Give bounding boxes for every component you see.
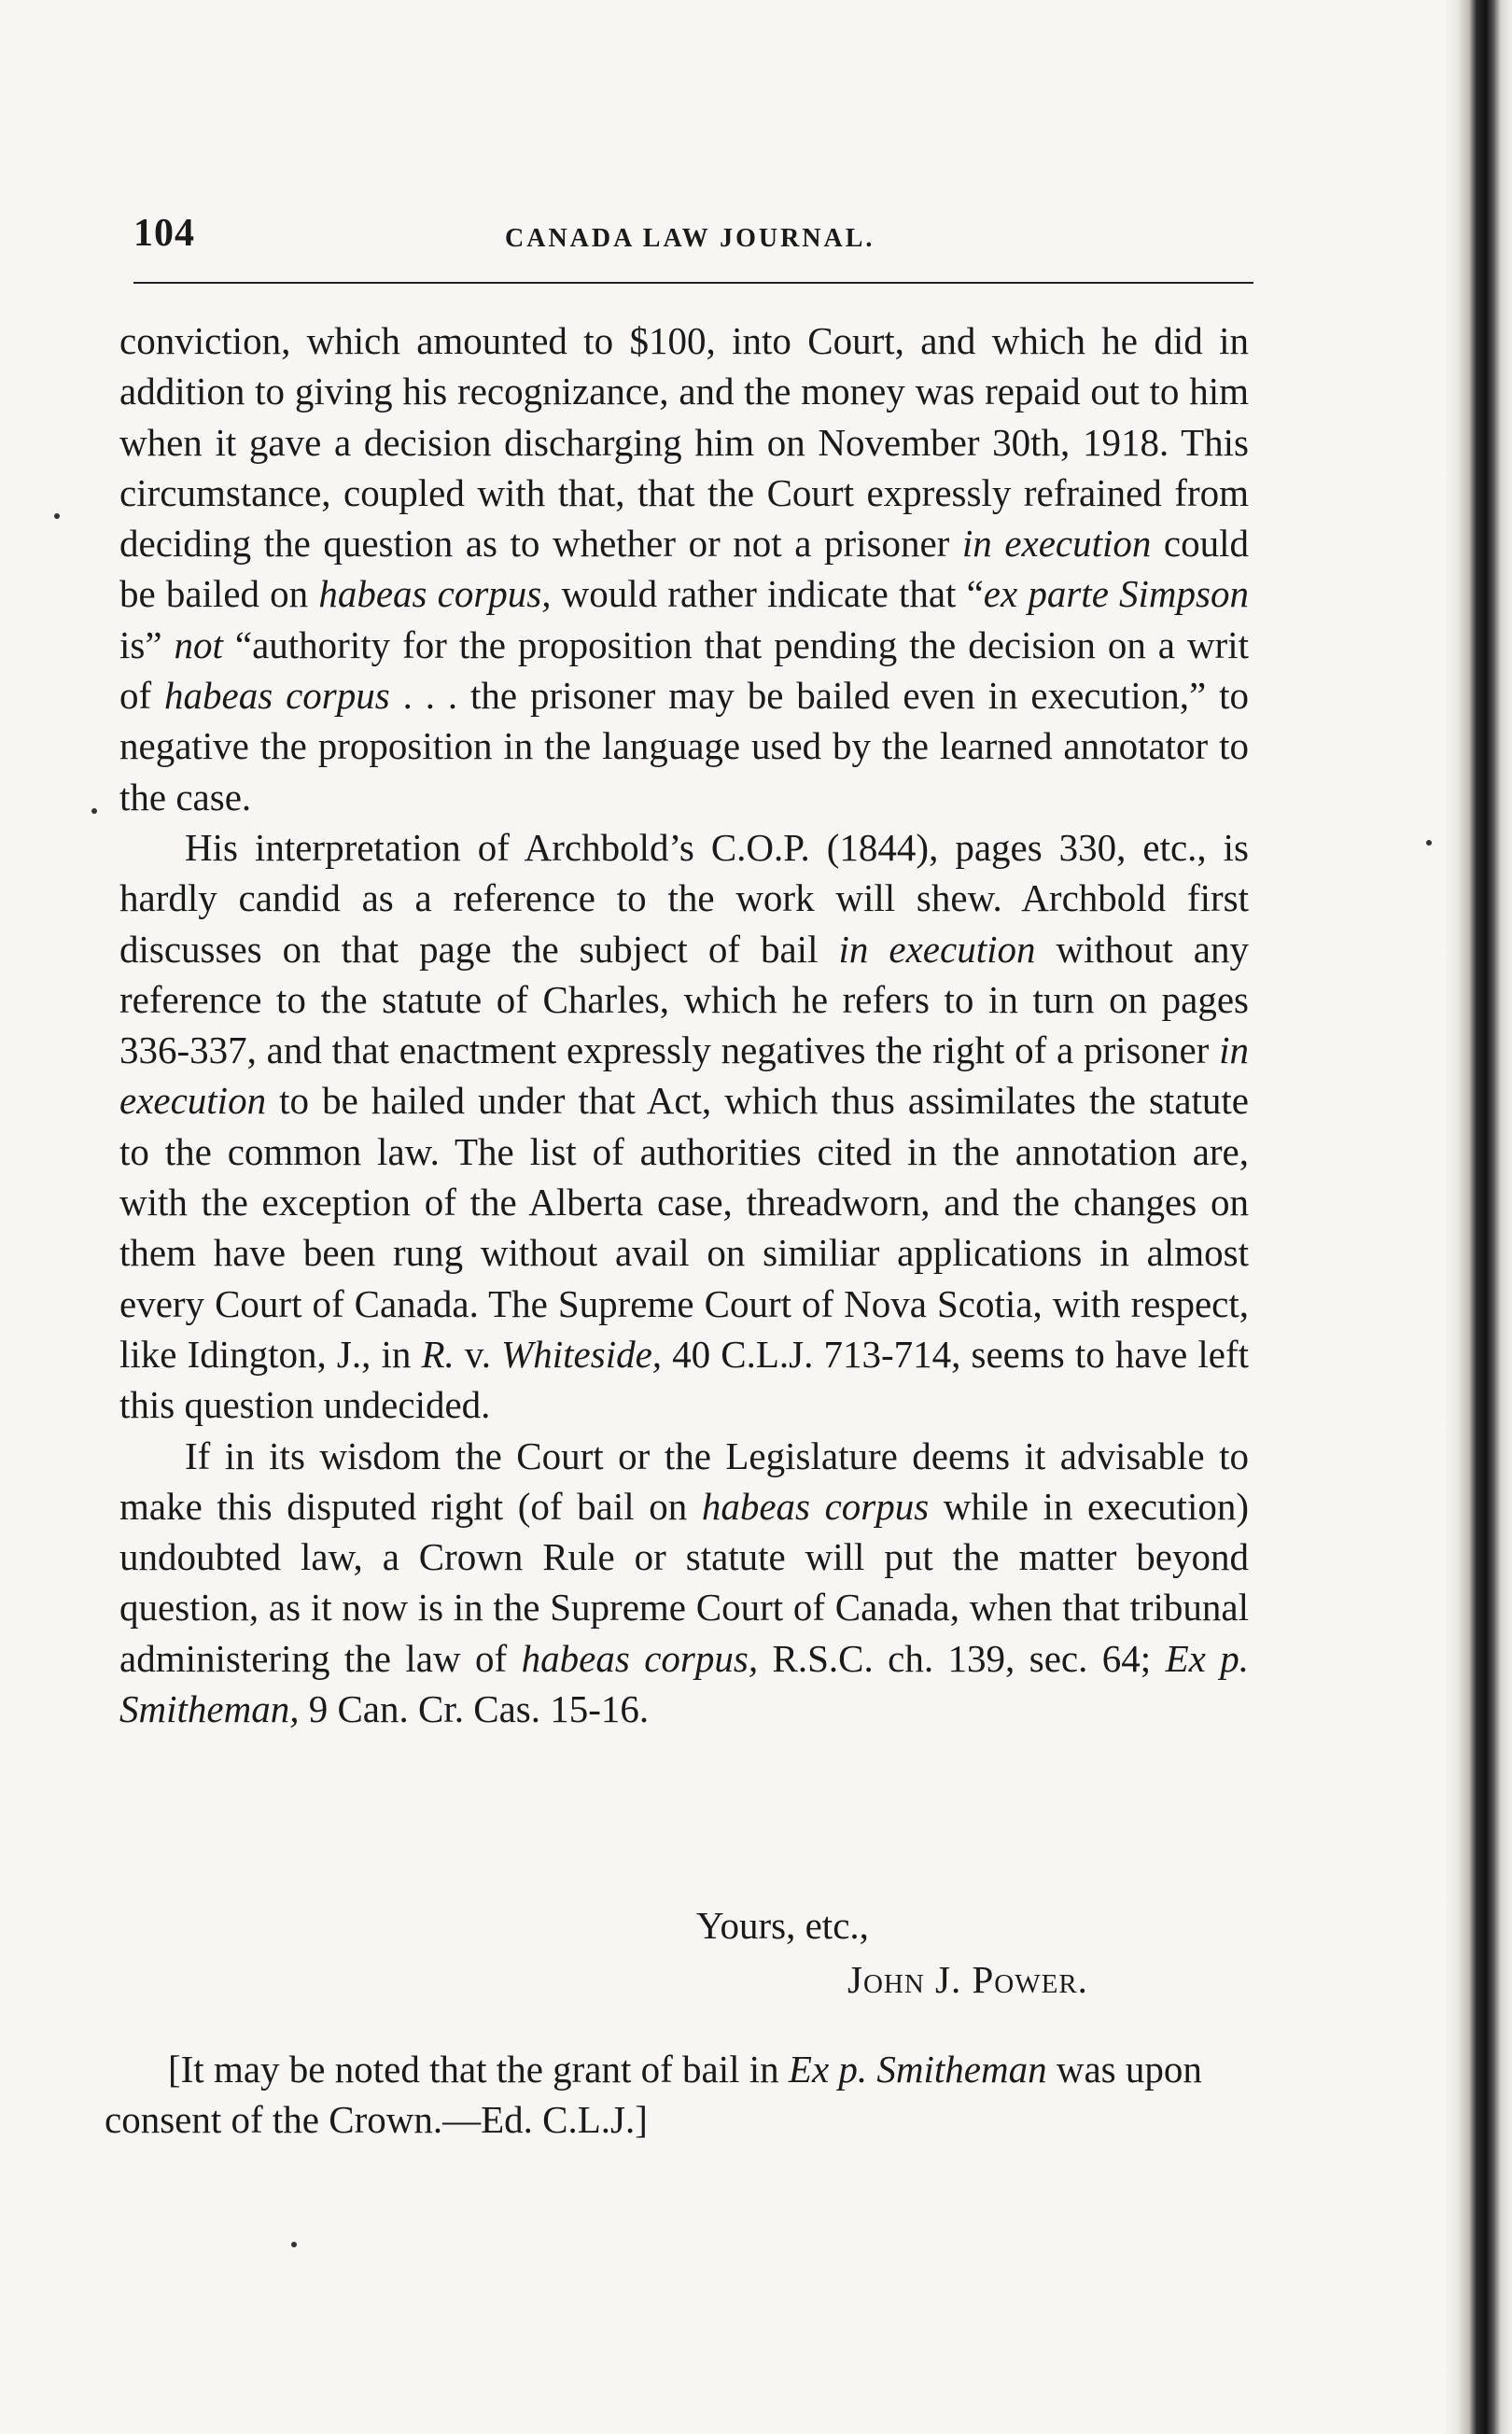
letter-signature: John J. Power.: [847, 1958, 1088, 2001]
text-run: . . . the prisoner may be bailed even in execution,” to negative the proposition in the language used by the learned annotator to the case.: [119, 674, 1250, 818]
print-speck: [54, 513, 60, 519]
italic-text: R.: [421, 1332, 455, 1376]
text-run: is”: [119, 622, 175, 666]
print-speck: [291, 2242, 297, 2247]
page-binding-edge: [1445, 0, 1512, 2434]
text-run: v.: [454, 1332, 502, 1376]
letter-signoff: Yours, etc.,: [696, 1904, 869, 1947]
text-run: to be hailed under that Act, which thus assimilates the statute to the common law. The list of authorities cited in the annotation are, with the exception of the Alberta case, threadworn, and the changes on them have been rung without avail on similiar applications in almost every Court of Canada. The Supreme Court of Nova Scotia, with respect, like Idington, J., in: [119, 1079, 1249, 1376]
italic-text: in execution: [119, 1028, 1249, 1123]
italic-text: habeas corpus: [701, 1484, 930, 1528]
editor-note-text: [105, 2048, 1202, 2141]
text-run: If in its wisdom the Court or the Legislature deems it advisable to make this disputed right (of bail on: [119, 1434, 1249, 1528]
text-run: 9 Can. Cr. Cas. 15-16.: [299, 1687, 650, 1731]
text-run: “authority for the proposition that pending the decision on a writ of: [119, 622, 1249, 718]
print-speck: [91, 808, 97, 814]
text-run: His interpretation of Archbold’s C.O.P. (1844), pages 330, etc., is hardly candid as a reference to the work will shew. Archbold first discusses on that page the subject of bail: [119, 825, 1249, 971]
article-body: [119, 315, 1249, 1734]
running-title: CANADA LAW JOURNAL.: [505, 224, 875, 253]
text-run: R.S.C. ch. 139, sec. 64;: [758, 1636, 1166, 1680]
paragraph: [119, 1431, 1249, 1735]
text-run: conviction, which amounted to $100, into Court, and which he did in addition to giving his recognizance, and the money was repaid out to him when it gave a decision discharging him on November 30th, 1918. This circumstance, coupled with that, that the Court expressly refrained from deciding the question as to whether or not a prisoner: [119, 319, 1249, 566]
italic-text: habeas corpus,: [318, 572, 552, 616]
text-run: 40 C.L.J. 713-714, seems to have left this question undecided.: [119, 1332, 1249, 1427]
editor-note: [105, 2044, 1234, 2145]
text-run: would rather indicate that “: [551, 572, 984, 616]
italic-text: not: [174, 622, 223, 666]
italic-text: Whiteside,: [501, 1332, 663, 1376]
italic-text: in execution: [961, 522, 1152, 566]
text-run: without any reference to the statute of Charles, which he refers to in turn on pages 336-337, and that enactment expressly negatives the right of a prisoner: [119, 927, 1250, 1072]
paragraph: [119, 315, 1249, 822]
italic-text: Ex p. Smitheman: [788, 2048, 1047, 2091]
page-header: [133, 211, 1253, 267]
page-number: 104: [133, 212, 195, 255]
text-run: [It may be noted that the grant of bail in: [168, 2048, 789, 2091]
italic-text: Ex p. Smitheman,: [119, 1636, 1250, 1731]
italic-text: habeas corpus,: [521, 1636, 759, 1680]
italic-text: habeas corpus: [164, 674, 390, 718]
text-run: while in execution) undoubted law, a Crown Rule or statute will put the matter beyond question, as it now is in the Supreme Court of Canada, when that tribunal administering the law of: [119, 1484, 1249, 1680]
print-speck: [1426, 840, 1432, 846]
paragraph: [119, 822, 1249, 1431]
italic-text: in execution: [838, 927, 1036, 971]
header-rule: [133, 282, 1253, 284]
text-run: could be bailed on: [119, 522, 1250, 616]
italic-text: ex parte Simpson: [983, 572, 1249, 616]
text-run: was upon consent of the Crown.—Ed. C.L.J.]: [105, 2048, 1202, 2141]
